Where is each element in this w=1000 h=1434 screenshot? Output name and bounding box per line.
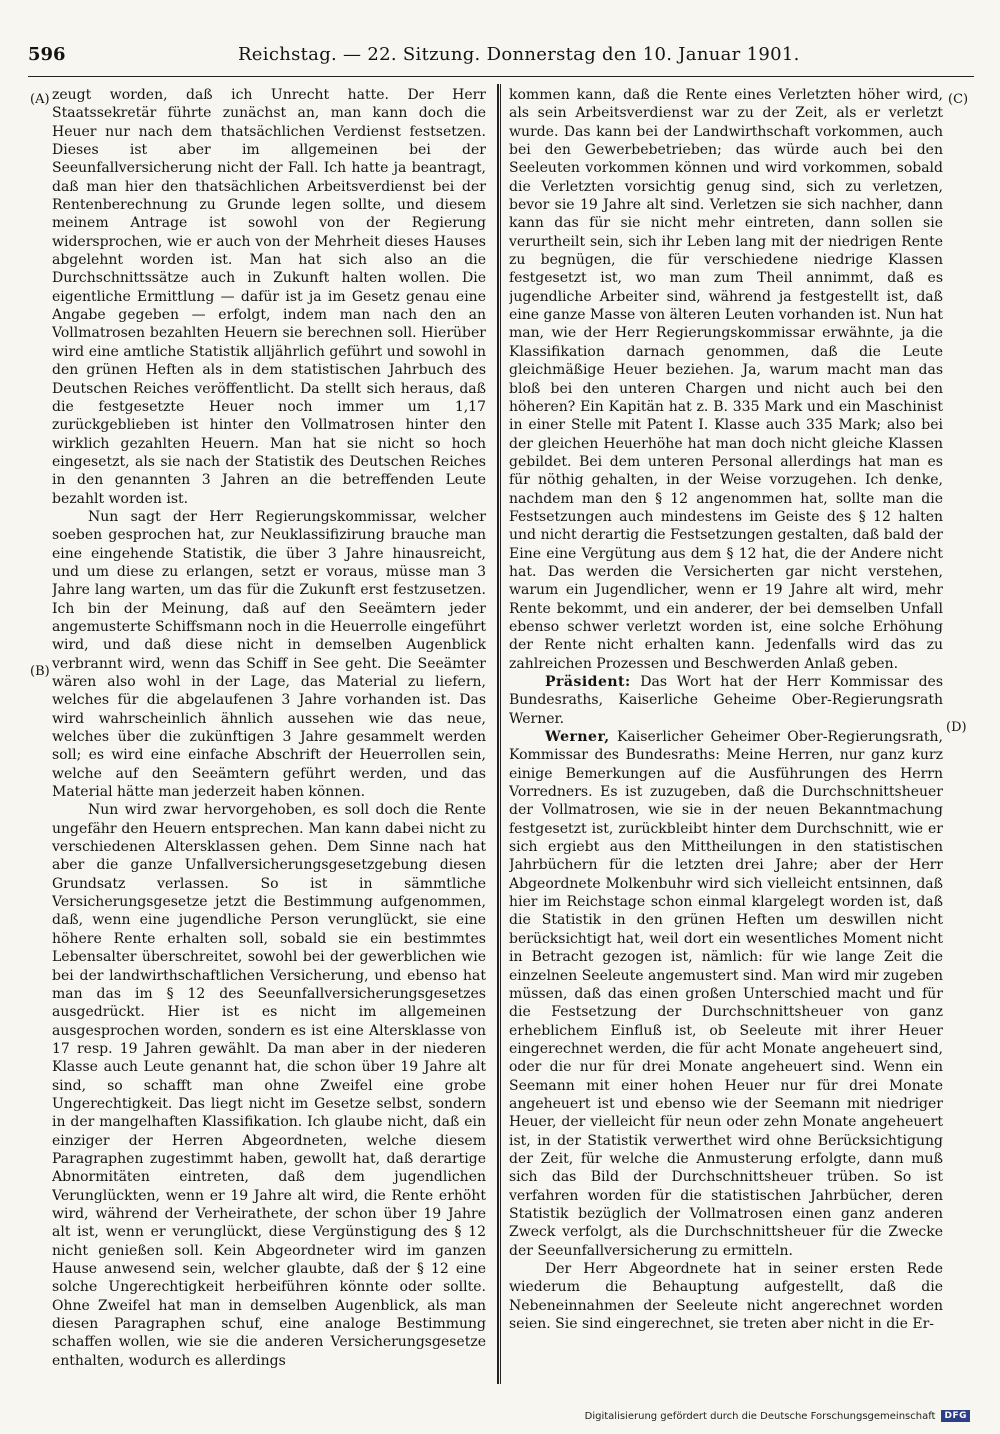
footer-credit xyxy=(585,1410,970,1422)
speaker-name: Präsident: xyxy=(545,674,631,690)
margin-mark-c: (C) xyxy=(948,92,969,107)
footer-text: Digitalisierung gefördert durch die Deutsche Forschungsgemeinschaft xyxy=(584,1410,936,1422)
column-divider xyxy=(497,84,499,1384)
left-column xyxy=(52,86,486,1386)
dfg-logo-icon: DFG xyxy=(941,1410,970,1422)
speech-text: Das Wort hat der Herr Kommissar des Bundesraths, Kaiserliche Geheime Ober-Regierungsrath Werner. xyxy=(509,674,943,727)
right-column xyxy=(509,86,943,1386)
header-rule xyxy=(28,76,974,77)
paragraph: kommen kann, daß die Rente eines Verletzten höher wird, als sein Arbeitsverdienst war zu der Zeit, als er verletzt wurde. Das kann bei der Landwirthschaft vorkommen, auch bei den Gewerbebetrieben; das würde auch bei den Seeleuten vorkommen können und wird vorkommen, sobald die Verletzten vorsichtig genug sind, sich zu verletzen, bevor sie 19 Jahre alt sind. Verletzen sie sich nachher, dann kann das für sie nicht mehr eintreten, dann sollen sie verurtheilt sein, sich ihr Leben lang mit der niedrigen Rente zu begnügen, die für verschiedene niedrige Klassen festgesetzt ist, wo man zum Theil annimmt, daß es jugendliche Arbeiter sind, während ja festgestellt ist, daß eine ganze Masse von älteren Leuten vorhanden ist. Nun hat man, wie der Herr Regierungskommissar erwähnte, ja die Klassifikation darnach genommen, daß die Leute gleichmäßige Heuer beziehen. Ja, warum macht man das bloß bei den unteren Chargen und nicht auch bei den höheren? Ein Kapitän hat z. B. 335 Mark und ein Maschinist in einer Stelle mit Patent I. Klasse auch 335 Mark; also bei der gleichen Heuerhöhe hat man doch nicht gleiche Klassen gebildet. Bei dem unteren Personal allerdings hat man es für nöthig gehalten, in der Weise vorzugehen. Ich denke, nachdem man den § 12 angenommen hat, sollte man die Festsetzungen auch mindestens im Geiste des § 12 halten und nicht derartig die Festsetzungen gestalten, daß bald der Eine eine Vergütung aus dem § 12 hat, die der Andere nicht hat. Das werden die Versicherten gar nicht verstehen, warum ein Jugendlicher, wenn er 19 Jahre alt wird, mehr Rente bekommt, und ein anderer, der bei demselben Unfall ebenso schwer verletzt worden ist, eine solche Erhöhung der Rente nicht erhalten kann. Jedenfalls wird das zu zahlreichen Prozessen und Beschwerden Anlaß geben. xyxy=(509,87,943,672)
running-title: Reichstag. — 22. Sitzung. Donnerstag den 10. Januar 1901. xyxy=(237,44,800,65)
margin-mark-a: (A) xyxy=(30,92,50,107)
margin-mark-d: (D) xyxy=(946,720,967,735)
page-header xyxy=(28,44,972,74)
speaker-name: Werner, xyxy=(545,729,610,746)
paragraph: Nun sagt der Herr Regierungskommissar, welcher soeben gesprochen hat, zur Neuklassifizirung brauche man eine eingehende Statistik, die über 3 Jahre hinausreicht, und um diese zu erlangen, setzt er voraus, müsse man 3 Jahre lang warten, um das für die Zukunft erst festzusetzen. Ich bin der Meinung, daß auf den Seeämtern jeder angemusterte Schiffsmann noch in die Heuerrolle eingeführt wird, und daß diese nicht in demselben Augenblick verbrannt wird, wenn das Schiff in See geht. Die Seeämter wären also wohl in der Lage, das Material zu liefern, welches für die abgelaufenen 3 Jahre vorhanden ist. Das wird wahrscheinlich ähnlich aussehen wie das neue, welches über die zukünftigen 3 Jahre gesammelt werden soll; es wird eine einfache Abschrift der Heuerrollen sein, welche auf den Seeämtern geführt werden, und das Material hätte man jederzeit haben können. xyxy=(52,508,486,801)
page-number: 596 xyxy=(28,44,66,65)
margin-mark-b: (B) xyxy=(30,664,50,679)
paragraph: Nun wird zwar hervorgehoben, es soll doch die Rente ungefähr den Heuern entsprechen. Man kann dabei nicht zu verschiedenen Altersklassen gehen. Dem Sinne nach hat aber die ganze Unfallversicherungsgesetzgebung diesen Grundsatz verlassen. So ist in sämmtliche Versicherungsgesetze jetzt die Bestimmung aufgenommen, daß, wenn eine jugendliche Person verunglückt, sie eine höhere Rente erhalten soll, sobald sie ein bestimmtes Lebensalter überschreitet, sowohl bei der gewerblichen wie bei der landwirthschaftlichen Versicherung, und ebenso hat man das im § 12 des Seeunfallversicherungsgesetzes ausgedrückt. Hier ist es nicht im allgemeinen ausgesprochen worden, sondern es ist eine Altersklasse von 17 resp. 19 Jahren gewählt. Da man aber in der niederen Klasse auch Leute genannt hat, die schon über 19 Jahre alt sind, so schafft man ohne Zweifel eine grobe Ungerechtigkeit. Das liegt nicht im Gesetze selbst, sondern in der mangelhaften Klassifikation. Ich glaube nicht, daß ein einziger der Herren Abgeordneten, welche diesem Paragraphen zugestimmt haben, gewollt hat, daß derartige Abnormitäten eintreten, daß dem jugendlichen Verunglückten, wenn er 19 Jahre alt wird, die Rente erhöht wird, während der Verheirathete, der schon über 19 Jahre alt ist, wenn er verunglückt, diese Vergünstigung des § 12 nicht genießen soll. Kein Abgeordneter wird im ganzen Hause anwesend sein, welcher glaubte, daß der § 12 eine solche Ungerechtigkeit herbeiführen könnte oder sollte. Ohne Zweifel hat man in demselben Augenblick, als man diesen Paragraphen schuf, eine analoge Bestimmung schaffen wollen, wie sie die anderen Versicherungsgesetze enthalten, wodurch es allerdings xyxy=(52,802,486,1369)
paragraph: zeugt worden, daß ich Unrecht hatte. Der Herr Staatssekretär führte zunächst an, man kann doch die Heuer nur nach dem thatsächlichen Verdienst festsetzen. Dieses ist aber im allgemeinen bei der Seeunfallversicherung nicht der Fall. Ich hatte ja beantragt, daß man hier den thatsächlichen Arbeitsverdienst bei der Rentenberechnung zu Grunde legen sollte, und diesem meinem Antrage ist sowohl von der Regierung widersprochen, wie er auch von der Mehrheit dieses Hauses abgelehnt worden ist. Man hat sich also an die Durchschnittssätze auch in Zukunft halten wollen. Die eigentliche Ermittlung — dafür ist ja im Gesetz genau eine Angabe gegeben — erfolgt, indem man nach den an Vollmatrosen bezahlten Heuern sie berechnen soll. Hierüber wird eine amtliche Statistik alljährlich geführt und sowohl in den grünen Heften als in dem statistischen Jahrbuch des Deutschen Reiches veröffentlicht. Da stellt sich heraus, daß die festgesetzte Heuer noch immer um 1,17 zurückgeblieben ist hinter den Vollmatrosen hinter den wirklich gezahlten Heuern. Man hat sie nicht so hoch eingesetzt, als sie nach der Statistik des Deutschen Reiches in den genannten 3 Jahren an die betreffenden Leute bezahlt worden ist. xyxy=(52,87,486,507)
paragraph: Der Herr Abgeordnete hat in seiner ersten Rede wiederum die Behauptung aufgestellt, daß die Nebeneinnahmen der Seeleute nicht angerechnet worden seien. Sie sind eingerechnet, sie treten aber nicht in die Er- xyxy=(509,1261,943,1333)
speech-text: Kaiserlicher Geheimer Ober-Regierungsrath, Kommissar des Bundesraths: Meine Herren, nur ganz kurz einige Bemerkungen auf die Ausführungen des Herrn Vorredners. Es ist zuzugeben, daß die Durchschnittsheuer der Vollmatrosen, wie sie in der neuen Bekanntmachung festgesetzt ist, zurückbleibt hinter dem Durchschnitt, wie er sich ergiebt aus den Mittheilungen in den statistischen Jahrbüchern für die letzten drei Jahre; aber der Herr Abgeordnete Molkenbuhr wird sich vielleicht entsinnen, daß hier im Reichstage schon einmal klargelegt worden ist, daß die Statistik in den grünen Heften um deswillen nicht berücksichtigt hat, weil dort ein wesentliches Moment nicht in Betracht gezogen ist, nämlich: für wie lange Zeit die einzelnen Seeleute angemustert sind. Man wird mir zugeben müssen, daß das einen großen Unterschied macht und für die Festsetzung der Durchschnittsheuer von ganz erheblichem Einfluß ist, ob Seeleute mit ihrer Heuer eingerechnet werden, die für acht Monate angeheuert sind, oder die nur für drei Monate angeheuert sind. Wenn ein Seemann mit einer hohen Heuer nur für drei Monate angeheuert ist und ebenso wie der Seemann mit niedriger Heuer, der vielleicht für neun oder zehn Monate angeheuert ist, in der Statistik verwerthet wird ohne Berücksichtigung der Zeit, für welche die Anmusterung erfolgte, dann muß sich das Bild der Durchschnittsheuer trüben. So ist verfahren worden für die statistischen Jahrbücher, deren Statistik bezüglich der Vollmatrosen einen ganz anderen Zweck verfolgt, als die Durchschnittsheuer für die Zwecke der Seeunfallversicherung zu ermitteln. xyxy=(509,729,943,1259)
speaker-paragraph xyxy=(509,728,943,1260)
speaker-paragraph xyxy=(509,673,943,728)
column-divider-inner xyxy=(500,84,501,1384)
